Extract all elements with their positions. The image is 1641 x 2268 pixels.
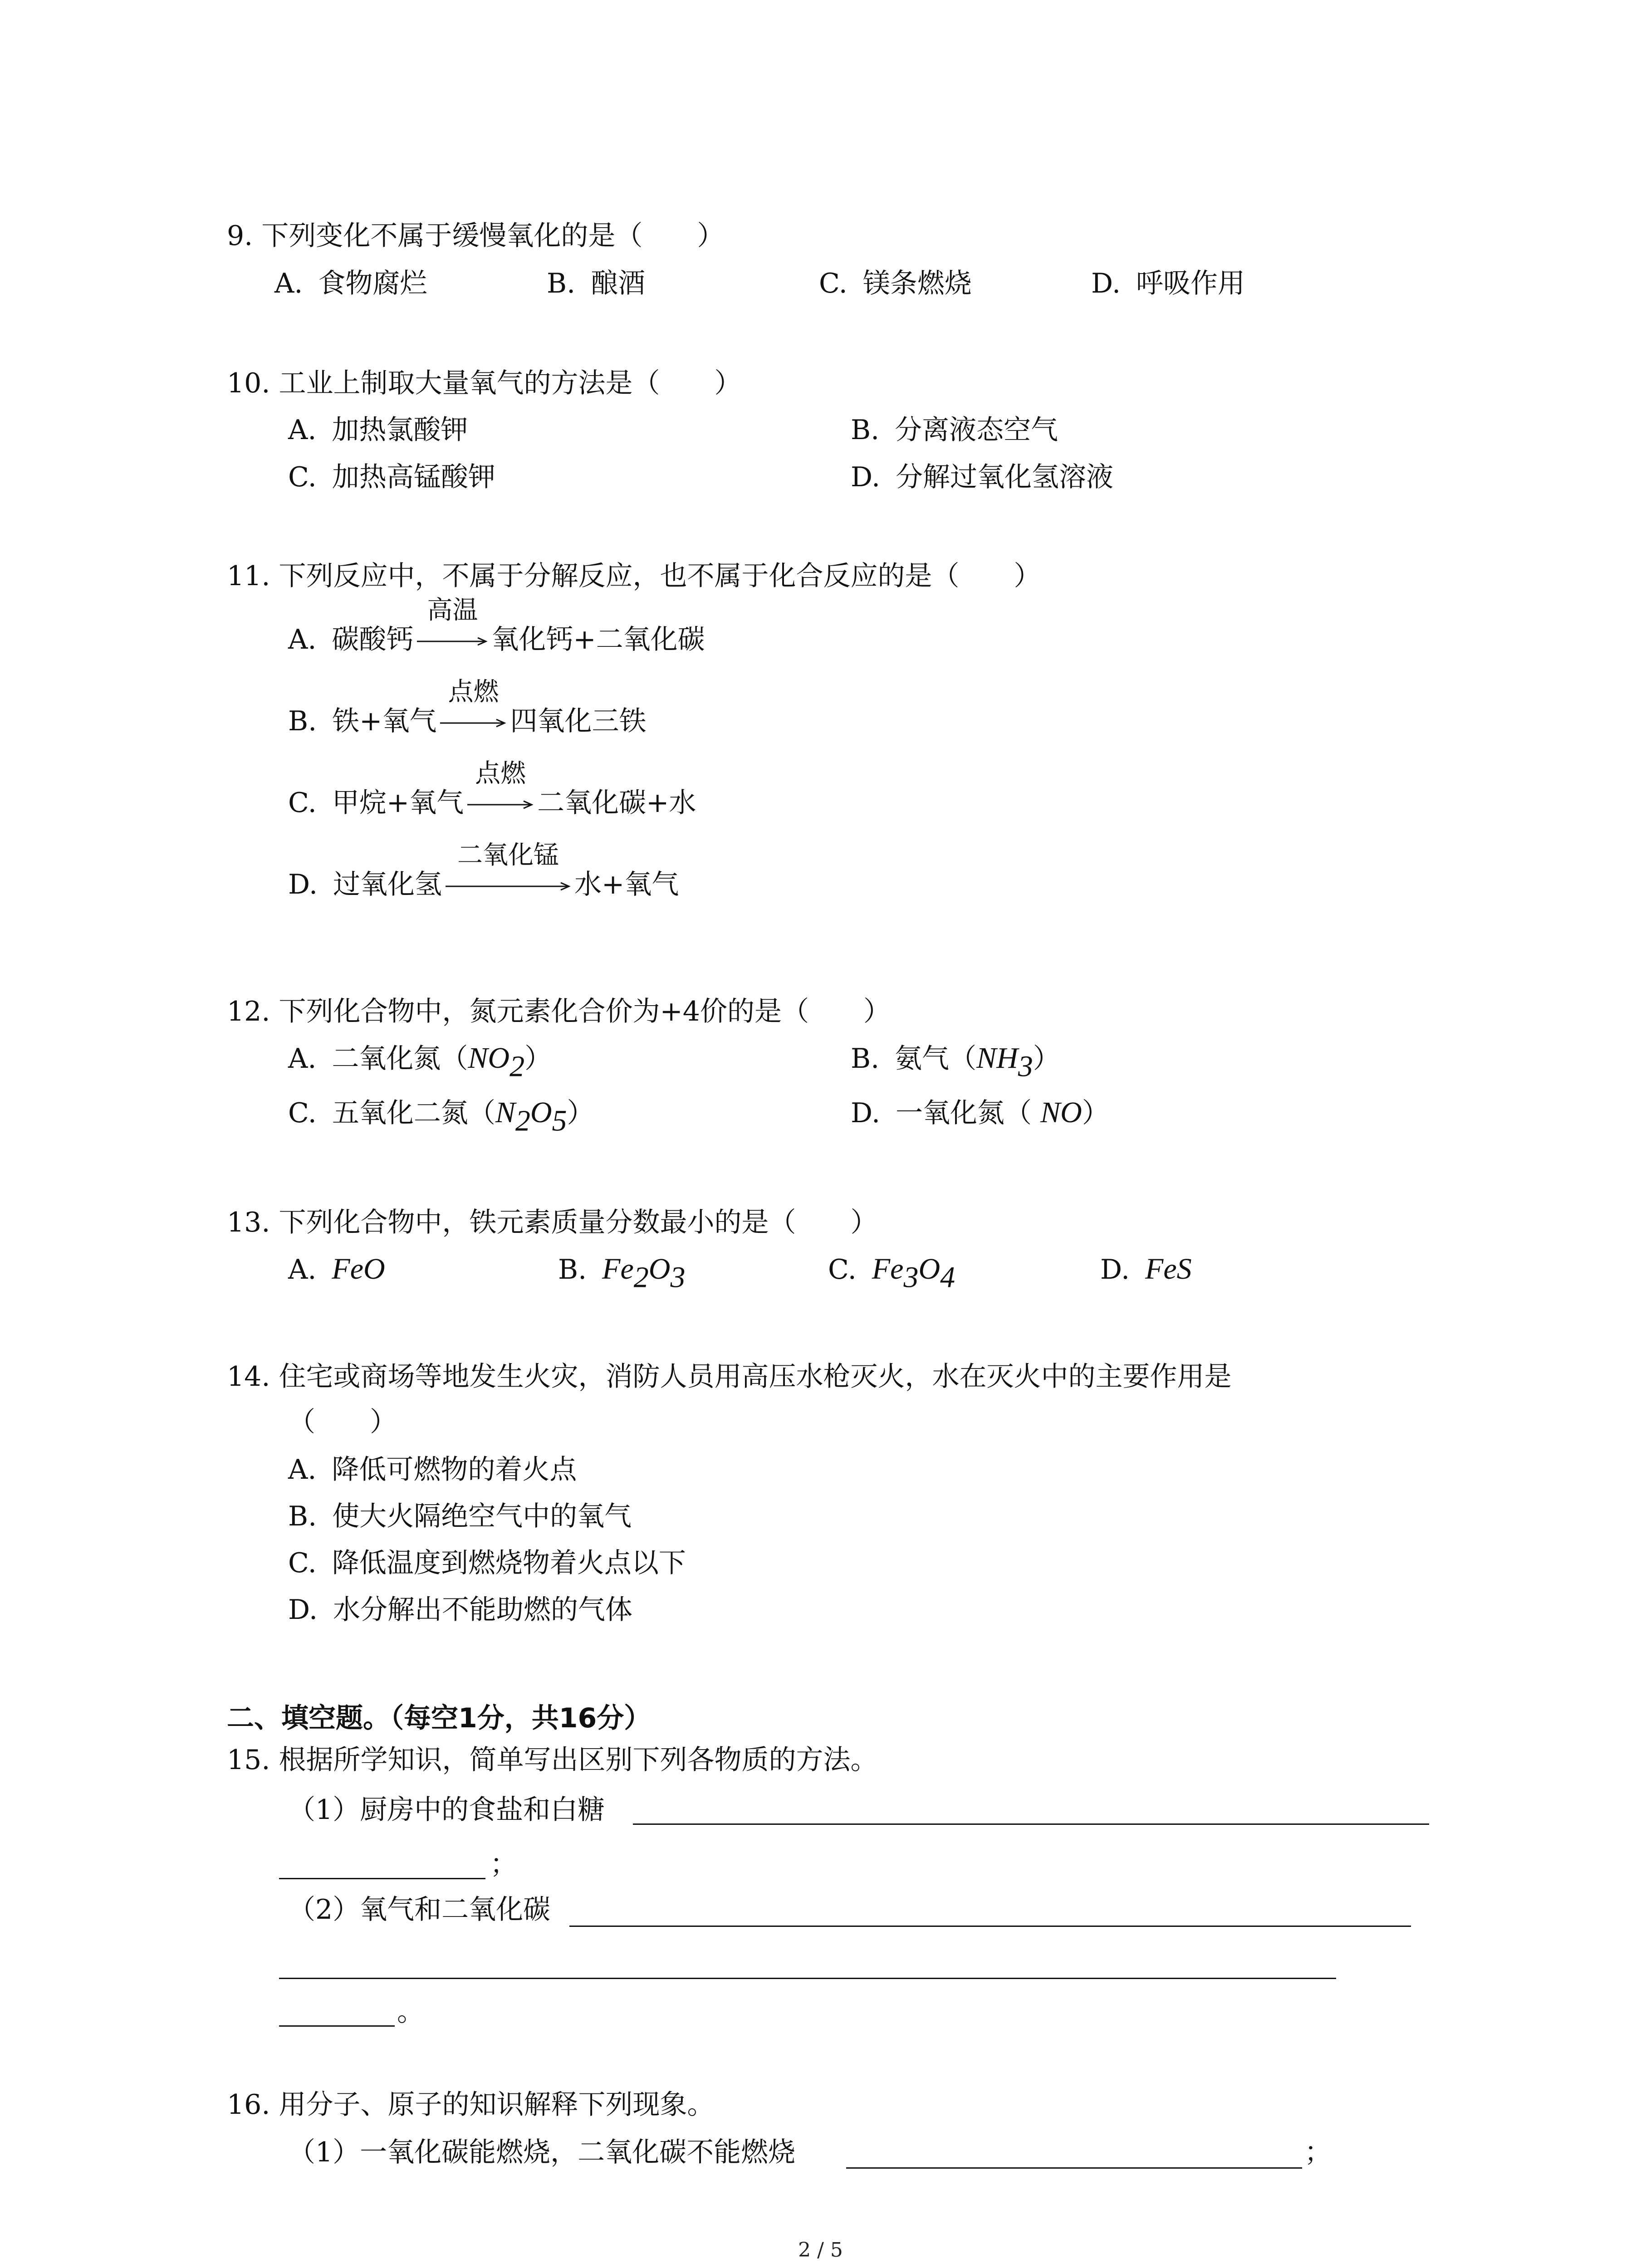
reaction-arrow-icon bbox=[445, 882, 572, 891]
question-13-option-b: B. $Fe_2O_3$ bbox=[558, 1252, 686, 1294]
question-11-option-a: A. 碳酸钙 高温 氧化钙+二氧化碳 bbox=[288, 596, 705, 655]
question-16-part-1-end: ； bbox=[1304, 2136, 1332, 2168]
question-14-answer-parens: （ ） bbox=[288, 1406, 397, 1438]
question-9-option-c: C. 镁条燃烧 bbox=[819, 268, 972, 299]
question-12-stem: 12. 下列化合物中，氮元素化合价为+4价的是（ ） bbox=[227, 996, 891, 1027]
question-10-stem: 10. 工业上制取大量氧气的方法是（ ） bbox=[227, 367, 742, 399]
question-10-option-a: A. 加热氯酸钾 bbox=[288, 414, 468, 446]
question-12-option-a: A. 二氧化氮$(NO_2)$ bbox=[288, 1041, 552, 1083]
reaction-condition: 点燃 bbox=[439, 708, 507, 735]
reaction-condition: 点燃 bbox=[466, 789, 534, 816]
question-11-stem: 11. 下列反应中，不属于分解反应，也不属于化合反应的是（ ） bbox=[227, 560, 1041, 592]
question-13-option-c: C. $Fe_3O_4$ bbox=[828, 1252, 955, 1294]
question-16-stem: 16. 用分子、原子的知识解释下列现象。 bbox=[227, 2089, 715, 2121]
answer-blank-line[interactable] bbox=[279, 1878, 485, 1879]
question-15-part-2: （2）氧气和二氧化碳 bbox=[288, 1894, 551, 1926]
answer-blank-line[interactable] bbox=[279, 2025, 395, 2027]
question-13-stem: 13. 下列化合物中，铁元素质量分数最小的是（ ） bbox=[227, 1207, 878, 1238]
answer-blank-line[interactable] bbox=[633, 1823, 1429, 1825]
question-12-option-b: B. 氨气$(NH_3)$ bbox=[851, 1041, 1060, 1083]
question-12-option-c: C. 五氧化二氮$(N_2O_5)$ bbox=[288, 1096, 594, 1138]
reaction-arrow-icon bbox=[416, 637, 489, 646]
question-12-option-d: D. 一氧化氮（ NO） bbox=[851, 1096, 1109, 1129]
question-15-part-1: （1）厨房中的食盐和白糖 bbox=[288, 1794, 605, 1826]
question-10-option-c: C. 加热高锰酸钾 bbox=[288, 461, 495, 493]
section-2-title: 二、填空题。（每空1分，共16分） bbox=[227, 1702, 652, 1734]
question-11-option-b: B. 铁+氧气 点燃 四氧化三铁 bbox=[288, 677, 647, 737]
question-15-part-2-end: 。 bbox=[397, 1996, 424, 2028]
question-15-part-1-end: ； bbox=[490, 1848, 517, 1880]
reaction-condition: 高温 bbox=[416, 626, 489, 653]
question-14-option-a: A. 降低可燃物的着火点 bbox=[288, 1454, 577, 1486]
question-9-stem: 9. 下列变化不属于缓慢氧化的是（ ） bbox=[227, 220, 725, 252]
question-10-option-b: B. 分离液态空气 bbox=[851, 414, 1058, 446]
question-9-option-d: D. 呼吸作用 bbox=[1091, 268, 1245, 299]
question-14-option-c: C. 降低温度到燃烧物着火点以下 bbox=[288, 1547, 686, 1579]
question-10-option-d: D. 分解过氧化氢溶液 bbox=[851, 461, 1114, 493]
question-14-option-d: D. 水分解出不能助燃的气体 bbox=[288, 1594, 633, 1626]
answer-blank-line[interactable] bbox=[846, 2167, 1302, 2169]
answer-blank-line[interactable] bbox=[569, 1926, 1411, 1927]
question-15-stem: 15. 根据所学知识，简单写出区别下列各物质的方法。 bbox=[227, 1744, 878, 1776]
question-11-option-c: C. 甲烷+氧气 点燃 二氧化碳+水 bbox=[288, 759, 696, 819]
question-14-stem: 14. 住宅或商场等地发生火灾，消防人员用高压水枪灭火，水在灭火中的主要作用是 bbox=[227, 1361, 1232, 1393]
question-16-part-1: （1）一氧化碳能燃烧，二氧化碳不能燃烧 bbox=[288, 2136, 796, 2168]
answer-blank-line[interactable] bbox=[279, 1978, 1336, 1979]
page-number: 2 / 5 bbox=[798, 2239, 843, 2262]
reaction-condition: 二氧化锰 bbox=[445, 871, 572, 898]
question-11-option-d: D. 过氧化氢 二氧化锰 水+氧气 bbox=[288, 841, 679, 900]
reaction-arrow-icon bbox=[439, 719, 507, 728]
question-13-option-d: D. FeS bbox=[1100, 1252, 1192, 1286]
question-13-option-a: A. FeO bbox=[288, 1252, 385, 1286]
question-9-option-a: A. 食物腐烂 bbox=[274, 268, 427, 299]
question-9-option-b: B. 酿酒 bbox=[547, 268, 646, 299]
question-14-option-b: B. 使大火隔绝空气中的氧气 bbox=[288, 1501, 632, 1532]
reaction-arrow-icon bbox=[466, 800, 534, 809]
